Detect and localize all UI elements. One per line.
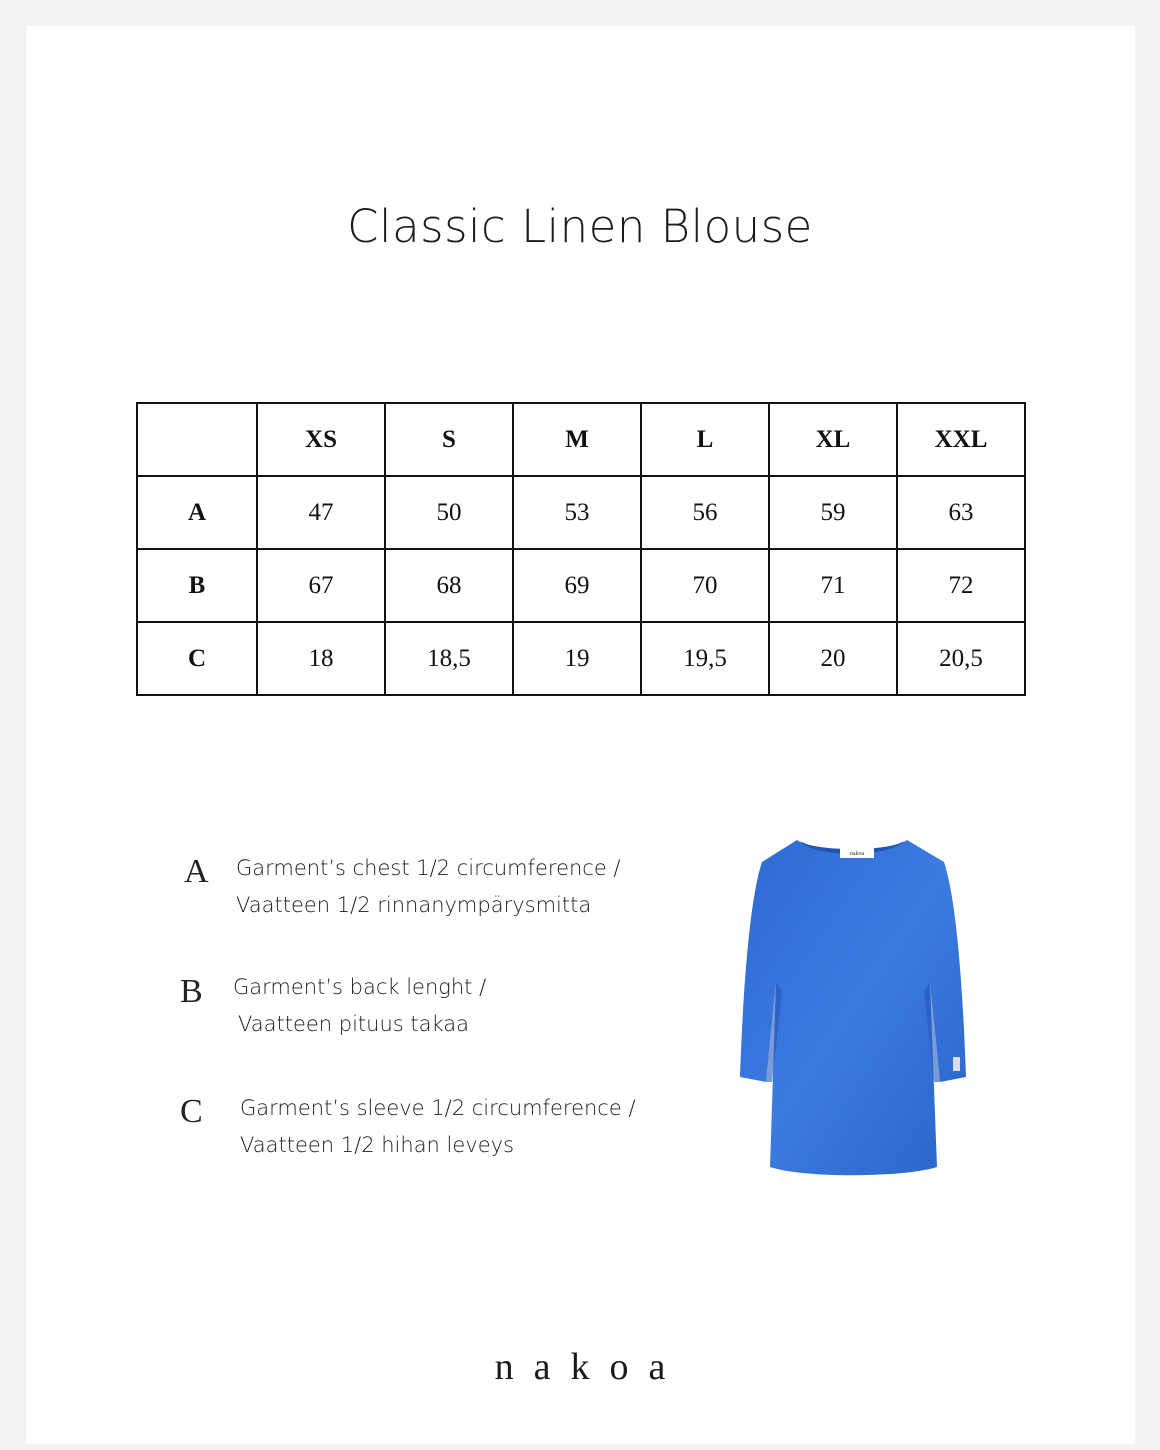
size-chart-table bbox=[136, 402, 1026, 696]
table-cell: 47 bbox=[257, 476, 385, 549]
table-cell: 20,5 bbox=[897, 622, 1025, 695]
legend-letter-b: B bbox=[180, 973, 203, 1010]
legend-text-fi: Vaatteen pituus takaa bbox=[238, 1012, 470, 1036]
size-header-xxl: XXL bbox=[897, 403, 1025, 476]
legend-text-fi: Vaatteen 1/2 rinnanympärysmitta bbox=[236, 893, 592, 917]
legend-letter-a: A bbox=[184, 853, 209, 890]
table-cell: 59 bbox=[769, 476, 897, 549]
table-row bbox=[137, 549, 1025, 622]
table-cell: 56 bbox=[641, 476, 769, 549]
table-cell: 70 bbox=[641, 549, 769, 622]
size-header-xs: XS bbox=[257, 403, 385, 476]
brand-logo: nakoa bbox=[494, 1346, 686, 1388]
table-cell: 50 bbox=[385, 476, 513, 549]
page-title: Classic Linen Blouse bbox=[347, 200, 813, 253]
table-cell: 63 bbox=[897, 476, 1025, 549]
size-header-m: M bbox=[513, 403, 641, 476]
table-cell: 68 bbox=[385, 549, 513, 622]
legend-letter-c: C bbox=[180, 1093, 203, 1130]
table-cell: 19,5 bbox=[641, 622, 769, 695]
table-row bbox=[137, 476, 1025, 549]
row-label-a: A bbox=[137, 476, 257, 549]
table-cell: 19 bbox=[513, 622, 641, 695]
table-corner-cell bbox=[137, 403, 257, 476]
legend-text-en: Garment’s back lenght / bbox=[233, 975, 487, 999]
table-cell: 18,5 bbox=[385, 622, 513, 695]
row-label-b: B bbox=[137, 549, 257, 622]
legend-item-c bbox=[240, 1090, 636, 1164]
blouse-image bbox=[712, 832, 992, 1182]
legend-text-fi: Vaatteen 1/2 hihan leveys bbox=[240, 1133, 515, 1157]
table-cell: 67 bbox=[257, 549, 385, 622]
legend-text-en: Garment’s sleeve 1/2 circumference / bbox=[240, 1096, 636, 1120]
legend-item-b bbox=[233, 969, 486, 1043]
sleeve-tab bbox=[953, 1057, 960, 1071]
table-row bbox=[137, 622, 1025, 695]
row-label-c: C bbox=[137, 622, 257, 695]
table-cell: 53 bbox=[513, 476, 641, 549]
table-cell: 18 bbox=[257, 622, 385, 695]
table-cell: 20 bbox=[769, 622, 897, 695]
size-header-s: S bbox=[385, 403, 513, 476]
table-cell: 71 bbox=[769, 549, 897, 622]
size-header-xl: XL bbox=[769, 403, 897, 476]
garment-tag-text: nakoa bbox=[849, 851, 865, 857]
legend-item-a bbox=[236, 850, 621, 924]
legend-text-en: Garment’s chest 1/2 circumference / bbox=[236, 856, 621, 880]
size-header-l: L bbox=[641, 403, 769, 476]
table-header-row bbox=[137, 403, 1025, 476]
table-cell: 69 bbox=[513, 549, 641, 622]
table-cell: 72 bbox=[897, 549, 1025, 622]
